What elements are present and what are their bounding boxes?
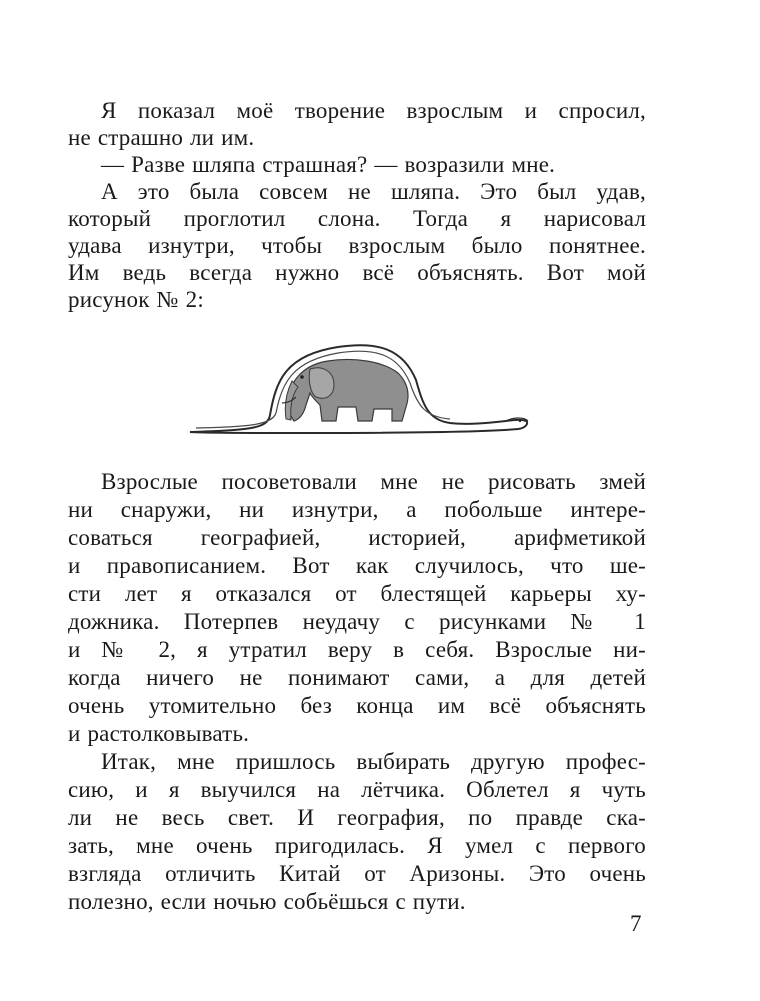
paragraph-4-line-3: соваться географией, историей, арифметикой <box>68 525 646 550</box>
paragraph-3-line-1: А это была совсем не шляпа. Это был удав, <box>101 179 646 204</box>
paragraph-3-line-2: который проглотил слона. Тогда я нарисовал <box>68 206 646 231</box>
boa-elephant-drawing <box>188 335 538 440</box>
paragraph-4-line-9: очень утомительно без конца им всё объяснять <box>68 693 646 718</box>
paragraph-1-line-1: Я показал моё творение взрослым и спросил, <box>101 98 646 123</box>
paragraph-4-line-10: и растолковывать. <box>68 721 250 746</box>
paragraph-3-line-3: удава изнутри, чтобы взрослым было понятнее. <box>68 233 646 258</box>
paragraph-4-line-6: дожника. Потерпев неудачу с рисунками № 1 <box>68 609 646 634</box>
boa-constrictor-digesting-elephant-icon <box>188 335 538 440</box>
paragraph-3-line-5: рисунок № 2: <box>68 287 204 312</box>
page-number: 7 <box>630 911 642 936</box>
paragraph-4-line-7: и № 2, я утратил веру в себя. Взрослые ни- <box>68 637 646 662</box>
paragraph-5-line-5: взгляда отличить Китай от Аризоны. Это очень <box>68 861 646 886</box>
paragraph-1-line-2: не страшно ли им. <box>68 125 255 150</box>
paragraph-4-line-2: ни снаружи, ни изнутри, а побольше интере- <box>68 497 646 522</box>
paragraph-5-line-6: полезно, если ночью собьёшься с пути. <box>68 889 466 914</box>
paragraph-4-line-5: сти лет я отказался от блестящей карьеры ху- <box>68 581 646 606</box>
paragraph-2-line-1: — Разве шляпа страшная? — возразили мне. <box>101 152 556 177</box>
paragraph-4-line-4: и правописанием. Вот как случилось, что ше- <box>68 553 646 578</box>
paragraph-5-line-4: зать, мне очень пригодилась. Я умел с первого <box>68 833 646 858</box>
paragraph-5-line-2: сию, и я выучился на лётчика. Облетел я чуть <box>68 777 646 802</box>
paragraph-4-line-1: Взрослые посоветовали мне не рисовать змей <box>101 469 646 494</box>
paragraph-5-line-3: ли не весь свет. И география, по правде ска- <box>68 805 646 830</box>
paragraph-4-line-8: когда ничего не понимают сами, а для детей <box>68 665 646 690</box>
paragraph-3-line-4: Им ведь всегда нужно всё объяснять. Вот мой <box>68 260 646 285</box>
paragraph-5-line-1: Итак, мне пришлось выбирать другую профес- <box>101 749 646 774</box>
